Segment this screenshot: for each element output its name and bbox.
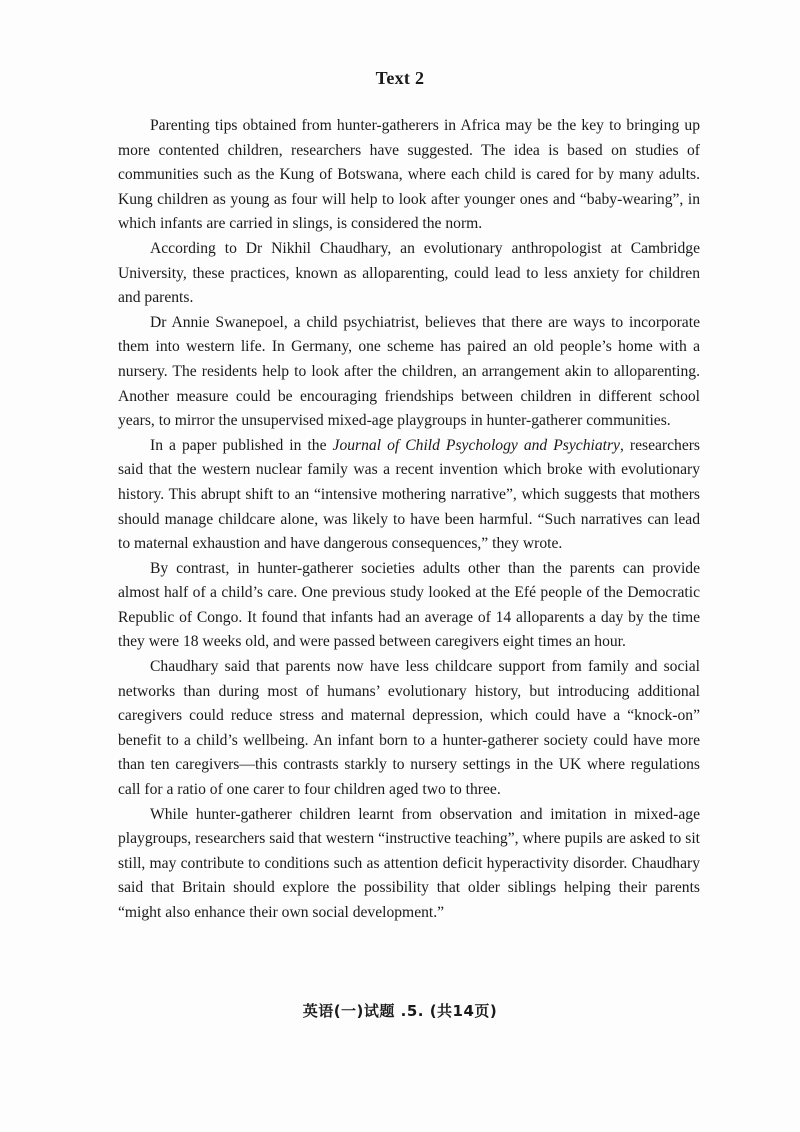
paragraph-3: Dr Annie Swanepoel, a child psychiatrist, believes that there are ways to incorporate them into western life. In Germany, one scheme has paired an old people’s home with a nursery. The residents help to look after the children, an arrangement akin to alloparenting. Another measure could be encouraging friendships between children in different school years, to mirror the unsupervised mixed-age playgroups in hunter-gatherer communities. (118, 313, 700, 430)
article-body (118, 114, 700, 926)
paragraph-5: By contrast, in hunter-gatherer societies adults other than the parents can provide almost half of a child’s care. One previous study looked at the Efé people of the Democratic Republic of Congo. It found that infants had an average of 14 alloparents a day by the time they were 18 weeks old, and were passed between caregivers eight times an hour. (118, 559, 700, 651)
paragraph-7: While hunter-gatherer children learnt from observation and imitation in mixed-age playgroups, researchers said that western “instructive teaching”, where pupils are asked to sit still, may contribute to conditions such as attention deficit hyperactivity disorder. Chaudhary said that Britain should explore the possibility that older siblings helping their parents “might also enhance their own social development.” (118, 805, 700, 921)
page-footer: 英语(一)试题 .5. (共14页) (302, 1002, 498, 1020)
paragraph-4 (118, 434, 700, 557)
paragraph-4-before: In a paper published in the (150, 436, 333, 454)
paragraph-4-after: , researchers said that the western nuclear family was a recent invention which broke with evolutionary history. This abrupt shift to an “intensive mothering narrative”, which suggests that mothers should manage childcare alone, was likely to have been harmful. “Such narratives can lead to maternal exhaustion and have dangerous consequences,” they wrote. (118, 436, 701, 553)
page-title: Text 2 (375, 68, 425, 88)
paragraph-6: Chaudhary said that parents now have less childcare support from family and social networks than during most of humans’ evolutionary history, but introducing additional caregivers could reduce stress and maternal depression, which could have a “knock-on” benefit to a child’s wellbeing. An infant born to a hunter-gatherer society could have more than ten caregivers—this contrasts starkly to nursery settings in the UK where regulations call for a ratio of one carer to four children aged two to three. (118, 658, 700, 799)
paragraph-1: Parenting tips obtained from hunter-gatherers in Africa may be the key to bringing up more contented children, researchers have suggested. The idea is based on studies of communities such as the Kung of Botswana, where each child is cared for by many adults. Kung children as young as four will help to look after younger ones and “baby-wearing”, in which infants are carried in slings, is considered the norm. (118, 117, 700, 233)
journal-title: Journal of Child Psychology and Psychiatry (332, 436, 620, 454)
paragraph-2: According to Dr Nikhil Chaudhary, an evolutionary anthropologist at Cambridge University, these practices, known as alloparenting, could lead to less anxiety for children and parents. (118, 239, 700, 307)
